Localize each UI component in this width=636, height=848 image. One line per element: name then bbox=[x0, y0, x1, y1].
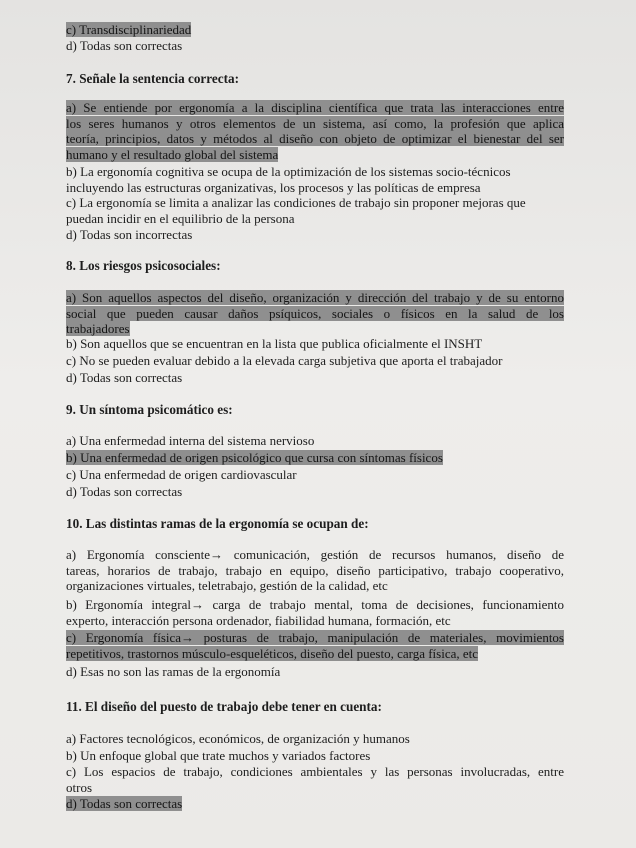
q6-option-d: d) Todas son correctas bbox=[66, 38, 183, 53]
q8-option-c: c) No se pueden evaluar debido a la elevada carga subjetiva que aporta el trabajador bbox=[66, 353, 503, 368]
q9-option-b: b) Una enfermedad de origen psicológico que cursa con síntomas físicos bbox=[66, 450, 443, 465]
q11-title: 11. El diseño del puesto de trabajo debe tener en cuenta: bbox=[66, 699, 382, 714]
q7-option-c: c) La ergonomía se limita a analizar las condiciones de trabajo sin proponer mejoras que puedan incidir en el equilibrio de la persona bbox=[66, 195, 526, 226]
q7-option-d: d) Todas son incorrectas bbox=[66, 227, 193, 242]
q11-option-d: d) Todas son correctas bbox=[66, 796, 183, 811]
q9-title: 9. Un síntoma psicomático es: bbox=[66, 402, 233, 417]
q10-title: 10. Las distintas ramas de la ergonomía se ocupan de: bbox=[66, 516, 369, 531]
q9-option-a: a) Una enfermedad interna del sistema nervioso bbox=[66, 433, 315, 448]
q9-option-c: c) Una enfermedad de origen cardiovascular bbox=[66, 467, 297, 482]
q10-option-d: d) Esas no son las ramas de la ergonomía bbox=[66, 664, 281, 679]
q8-option-a: a) Son aquellos aspectos del diseño, organización y dirección del trabajo y de su entorno social que pueden causar daños psíquicos, sociales o físicos en la salud de los trabajadores bbox=[66, 290, 564, 337]
q6-option-c: c) Transdisciplinariedad bbox=[66, 22, 192, 37]
q10-option-c: c) Ergonomía física→ posturas de trabajo, manipulación de materiales, movimientos repetitivos, trastornos músculo-esqueléticos, diseño del puesto, carga física, etc bbox=[66, 630, 564, 661]
q11-option-c: c) Los espacios de trabajo, condiciones ambientales y las personas involucradas, entre otros bbox=[66, 764, 564, 795]
q7-option-a: a) Se entiende por ergonomía a la disciplina científica que trata las interacciones entre los seres humanos y otros elementos de un sistema, así como, la profesión que aplica teoría, principios, datos y métodos al diseño con objeto de optimizar el bienestar del ser humano y el resultado global del sistema bbox=[66, 100, 564, 162]
q7-option-b: b) La ergonomía cognitiva se ocupa de la optimización de los sistemas socio-técnicos incluyendo las estructuras organizativas, los procesos y las políticas de empresa bbox=[66, 164, 511, 195]
q11-option-a: a) Factores tecnológicos, económicos, de organización y humanos bbox=[66, 731, 410, 746]
q11-option-b: b) Un enfoque global que trate muchos y variados factores bbox=[66, 748, 371, 763]
q10-option-a: a) Ergonomía consciente→ comunicación, gestión de recursos humanos, diseño de tareas, horarios de trabajo, trabajo en equipo, diseño participativo, trabajo cooperativo, organizaciones virtuales, teletrabajo, gestión de la calidad, etc bbox=[66, 547, 564, 594]
q8-title: 8. Los riesgos psicosociales: bbox=[66, 258, 221, 273]
q10-option-b: b) Ergonomía integral→ carga de trabajo mental, toma de decisiones, funcionamiento experto, interacción persona ordenador, fiabilidad humana, formación, etc bbox=[66, 597, 564, 628]
q9-option-d: d) Todas son correctas bbox=[66, 484, 183, 499]
q8-option-b: b) Son aquellos que se encuentran en la lista que publica oficialmente el INSHT bbox=[66, 336, 483, 351]
q8-option-d: d) Todas son correctas bbox=[66, 370, 183, 385]
q7-title: 7. Señale la sentencia correcta: bbox=[66, 71, 239, 86]
